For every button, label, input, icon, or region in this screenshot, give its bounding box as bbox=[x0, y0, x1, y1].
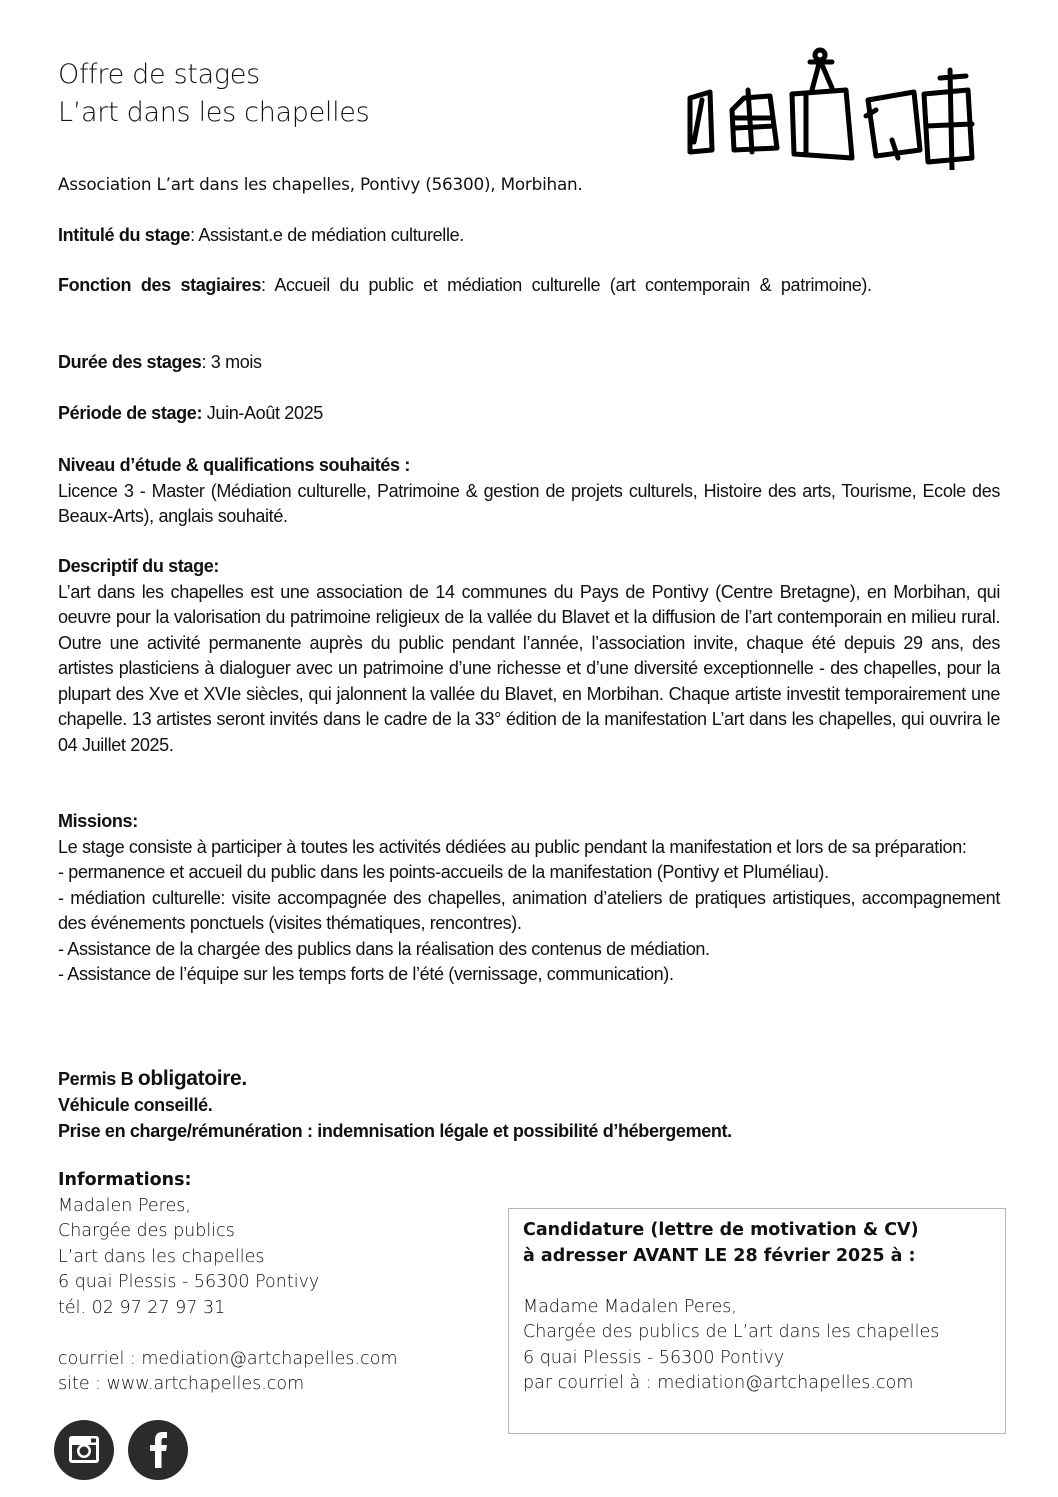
intitule-value: : Assistant.e de médiation culturelle. bbox=[190, 225, 464, 245]
descriptif-text: L’art dans les chapelles est une association de 14 communes du Pays de Pontivy (Centre Bretagne), en Morbihan, qui oeuvre pour la valorisation du patrimoine religieux de la vallée du Blavet et la diffusion de l’art contemporain en milieu rural. Outre une activité permanente auprès du public pendant l’année, l’association invite, chaque été depuis 29 ans, des artistes plasticiens à dialoguer avec un patrimoine d’une richesse et d’une diversité exceptionnelle - des chapelles, pour la plupart des Xve et XVIe siècles, qui jalonnent la vallée du Blavet, en Morbihan. Chaque artiste investit temporairement une chapelle. 13 artistes seront invités dans le cadre de la 33° édition de la manifestation L’art dans les chapelles, qui ouvrira le 04 Juillet 2025. bbox=[58, 581, 1000, 755]
descriptif-label: Descriptif du stage: bbox=[58, 556, 220, 576]
vehicule-line: Véhicule conseillé. bbox=[58, 1095, 213, 1115]
permis-prefix: Permis B bbox=[58, 1069, 138, 1089]
info-line: Chargée des publics bbox=[58, 1221, 235, 1241]
informations-label: Informations: bbox=[58, 1170, 192, 1190]
mission-item: - permanence et accueil du public dans les points-accueils de la manifestation (Pontivy et Pluméliau). bbox=[58, 862, 829, 882]
chapels-logo-icon bbox=[682, 40, 1014, 170]
missions-intro: Le stage consiste à participer à toutes les activités dédiées au public pendant la manifestation et lors de sa préparation: bbox=[58, 836, 967, 857]
periode-value: Juin-Août 2025 bbox=[202, 403, 323, 423]
periode-label: Période de stage: bbox=[58, 403, 203, 423]
intro-text: Association L’art dans les chapelles, Pontivy (56300), Morbihan. bbox=[58, 174, 583, 194]
title-line-1: Offre de stages bbox=[58, 59, 260, 90]
permis-emphasis: obligatoire. bbox=[137, 1067, 247, 1090]
niveau-text: Licence 3 - Master (Médiation culturelle, Patrimoine & gestion de projets culturels, Histoire des arts, Tourisme, Ecole des Beaux-Arts), anglais souhaité. bbox=[58, 480, 1000, 526]
section-missions bbox=[58, 809, 1000, 988]
info-phone[interactable]: tél. 02 97 27 97 31 bbox=[58, 1297, 226, 1318]
field-fonction bbox=[58, 273, 1000, 299]
candidature-email-link[interactable]: par courriel à : mediation@artchapelles.com bbox=[523, 1373, 914, 1393]
niveau-label: Niveau d’étude & qualifications souhaités : bbox=[58, 455, 411, 475]
duree-label: Durée des stages bbox=[58, 352, 202, 372]
intitule-label: Intitulé du stage bbox=[58, 225, 191, 245]
candidature-line: Chargée des publics de L’art dans les chapelles bbox=[523, 1322, 940, 1342]
field-duree bbox=[58, 350, 1000, 376]
info-line: Madalen Peres, bbox=[58, 1195, 191, 1216]
info-site-link[interactable]: site : www.artchapelles.com bbox=[58, 1374, 305, 1394]
title-line-2: L’art dans les chapelles bbox=[58, 97, 370, 128]
section-descriptif bbox=[58, 554, 1000, 758]
instagram-icon[interactable] bbox=[54, 1420, 114, 1480]
info-line: L’art dans les chapelles bbox=[58, 1246, 265, 1267]
candidature-line: Madame Madalen Peres, bbox=[523, 1296, 737, 1317]
page-title bbox=[58, 56, 369, 132]
candidature-line: 6 quai Plessis - 56300 Pontivy bbox=[523, 1347, 785, 1368]
fonction-label: Fonction des stagiaires bbox=[58, 275, 262, 295]
field-periode bbox=[58, 401, 1000, 427]
facebook-icon[interactable] bbox=[128, 1420, 188, 1480]
candidature-title-1: Candidature (lettre de motivation & CV) bbox=[523, 1220, 919, 1240]
duree-value: : 3 mois bbox=[201, 352, 262, 372]
mission-item: - Assistance de la chargée des publics dans la réalisation des contenus de médiation. bbox=[58, 938, 710, 959]
field-intitule bbox=[58, 223, 1000, 249]
info-email-link[interactable]: courriel : mediation@artchapelles.com bbox=[58, 1348, 398, 1369]
info-line: 6 quai Plessis - 56300 Pontivy bbox=[58, 1272, 320, 1292]
missions-label: Missions: bbox=[58, 811, 138, 831]
candidature-box bbox=[508, 1208, 1006, 1434]
permis-line bbox=[58, 1066, 1000, 1092]
section-requirements bbox=[58, 1066, 1000, 1144]
remuneration-line: Prise en charge/rémunération : indemnisation légale et possibilité d’hébergement. bbox=[58, 1121, 732, 1141]
fonction-value: : Accueil du public et médiation culturelle (art contemporain & patrimoine). bbox=[261, 275, 872, 295]
mission-item: - médiation culturelle: visite accompagnée des chapelles, animation d’ateliers de pratiques artistiques, accompagnement des événements ponctuels (visites thématiques, rencontres). bbox=[58, 887, 1000, 933]
mission-item: - Assistance de l’équipe sur les temps forts de l’été (vernissage, communication). bbox=[58, 964, 674, 984]
section-niveau bbox=[58, 453, 1000, 530]
candidature-title-2: à adresser AVANT LE 28 février 2025 à : bbox=[523, 1245, 916, 1266]
informations-block bbox=[58, 1168, 478, 1398]
